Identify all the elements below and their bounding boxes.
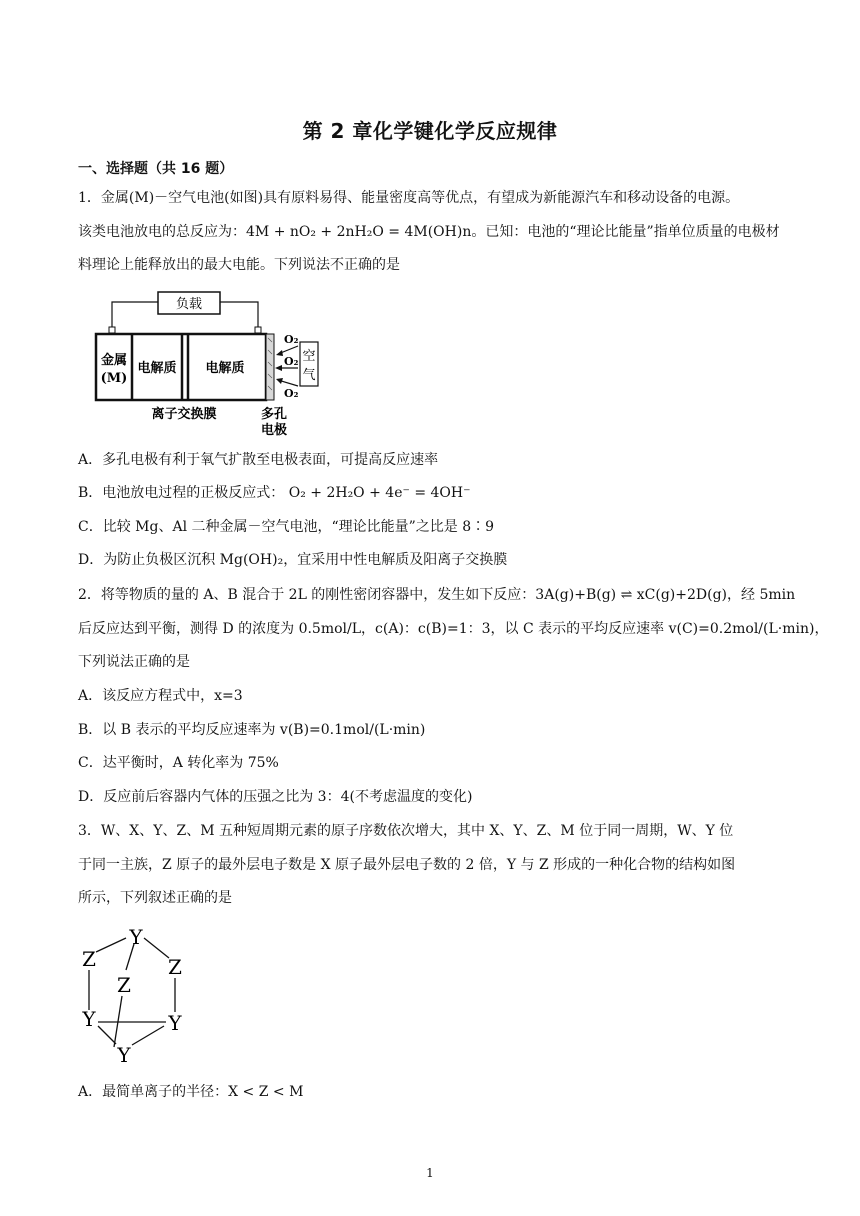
q2-stem-line-2: 后反应达到平衡，测得 D 的浓度为 0.5mol/L，c(A)：c(B)=1：3，以 C 表示的平均反应速率 v(C)=0.2mol/(L·min)，: [78, 621, 829, 637]
porous-electrode-label-1: 多孔: [260, 407, 288, 422]
membrane-label: 离子交换膜: [151, 407, 217, 422]
q1-stem-line-1: 1．金属(M)－空气电池(如图)具有原料易得、能量密度高等优点，有望成为新能源汽车和移动设备的电源。: [78, 190, 740, 206]
cage-structure-diagram: [74, 922, 194, 1067]
page-number: 1: [426, 1166, 434, 1180]
electrolyte-label-right: 电解质: [205, 361, 245, 376]
q2-stem-line-3: 下列说法正确的是: [78, 654, 190, 670]
atom-y-left: Y: [82, 1007, 96, 1031]
air-label-2: 气: [302, 368, 316, 383]
electrolyte-label-left: 电解质: [137, 361, 177, 376]
q1-option-a: A．多孔电极有利于氧气扩散至电极表面，可提高反应速率: [78, 452, 439, 468]
atom-z-left: Z: [82, 947, 96, 971]
q2-option-a: A．该反应方程式中，x=3: [78, 688, 243, 704]
q1-stem-line-2: 该类电池放电的总反应为：4M + nO₂ + 2nH₂O = 4M(OH)n。已知：电池的“理论比能量”指单位质量的电极材: [78, 224, 780, 240]
q1-option-b: B．电池放电过程的正极反应式： O₂ + 2H₂O + 4e⁻ = 4OH⁻: [78, 485, 471, 501]
atom-y-right: Y: [168, 1011, 182, 1035]
metal-label-2: (M): [100, 371, 128, 386]
q2-stem-line-1: 2．将等物质的量的 A、B 混合于 2L 的刚性密闭容器中，发生如下反应：3A(g)+B(g) ⇌ xC(g)+2D(g)，经 5min: [78, 587, 796, 603]
q1-stem-line-3: 料理论上能释放出的最大电能。下列说法不正确的是: [78, 257, 400, 273]
atom-z-center: Z: [117, 973, 131, 997]
section-heading: 一、选择题（共 16 题）: [78, 161, 234, 177]
metal-label-1: 金属: [100, 353, 128, 368]
air-label-1: 空: [302, 349, 316, 364]
atom-z-right: Z: [168, 955, 182, 979]
o2-label-top: O₂: [284, 333, 299, 346]
q2-option-d: D．反应前后容器内气体的压强之比为 3：4(不考虑温度的变化): [78, 789, 473, 805]
battery-diagram: [90, 290, 330, 438]
page-title: 第 2 章化学键化学反应规律: [302, 119, 558, 143]
q1-option-d: D．为防止负极区沉积 Mg(OH)₂，宜采用中性电解质及阳离子交换膜: [78, 552, 508, 568]
o2-label-bottom: O₂: [284, 387, 299, 400]
atom-y-bottom: Y: [117, 1043, 131, 1067]
q3-option-a: A．最简单离子的半径：X < Z < M: [78, 1084, 304, 1100]
q2-option-b: B．以 B 表示的平均反应速率为 v(B)=0.1mol/(L·min): [78, 722, 426, 738]
porous-electrode-label-2: 电极: [260, 423, 288, 438]
o2-label-mid: O₂: [284, 355, 299, 368]
q3-stem-line-1: 3．W、X、Y、Z、M 五种短周期元素的原子序数依次增大，其中 X、Y、Z、M 位于同一周期，W、Y 位: [78, 823, 734, 839]
q1-option-c: C．比较 Mg、Al 二种金属－空气电池，“理论比能量”之比是 8∶9: [78, 519, 495, 535]
q3-stem-line-2: 于同一主族，Z 原子的最外层电子数是 X 原子最外层电子数的 2 倍，Y 与 Z 形成的一种化合物的结构如图: [78, 857, 736, 873]
load-label: 负载: [175, 297, 203, 312]
atom-y-top: Y: [129, 925, 143, 949]
q2-option-c: C．达平衡时，A 转化率为 75%: [78, 755, 279, 771]
q3-stem-line-3: 所示，下列叙述正确的是: [78, 890, 232, 906]
